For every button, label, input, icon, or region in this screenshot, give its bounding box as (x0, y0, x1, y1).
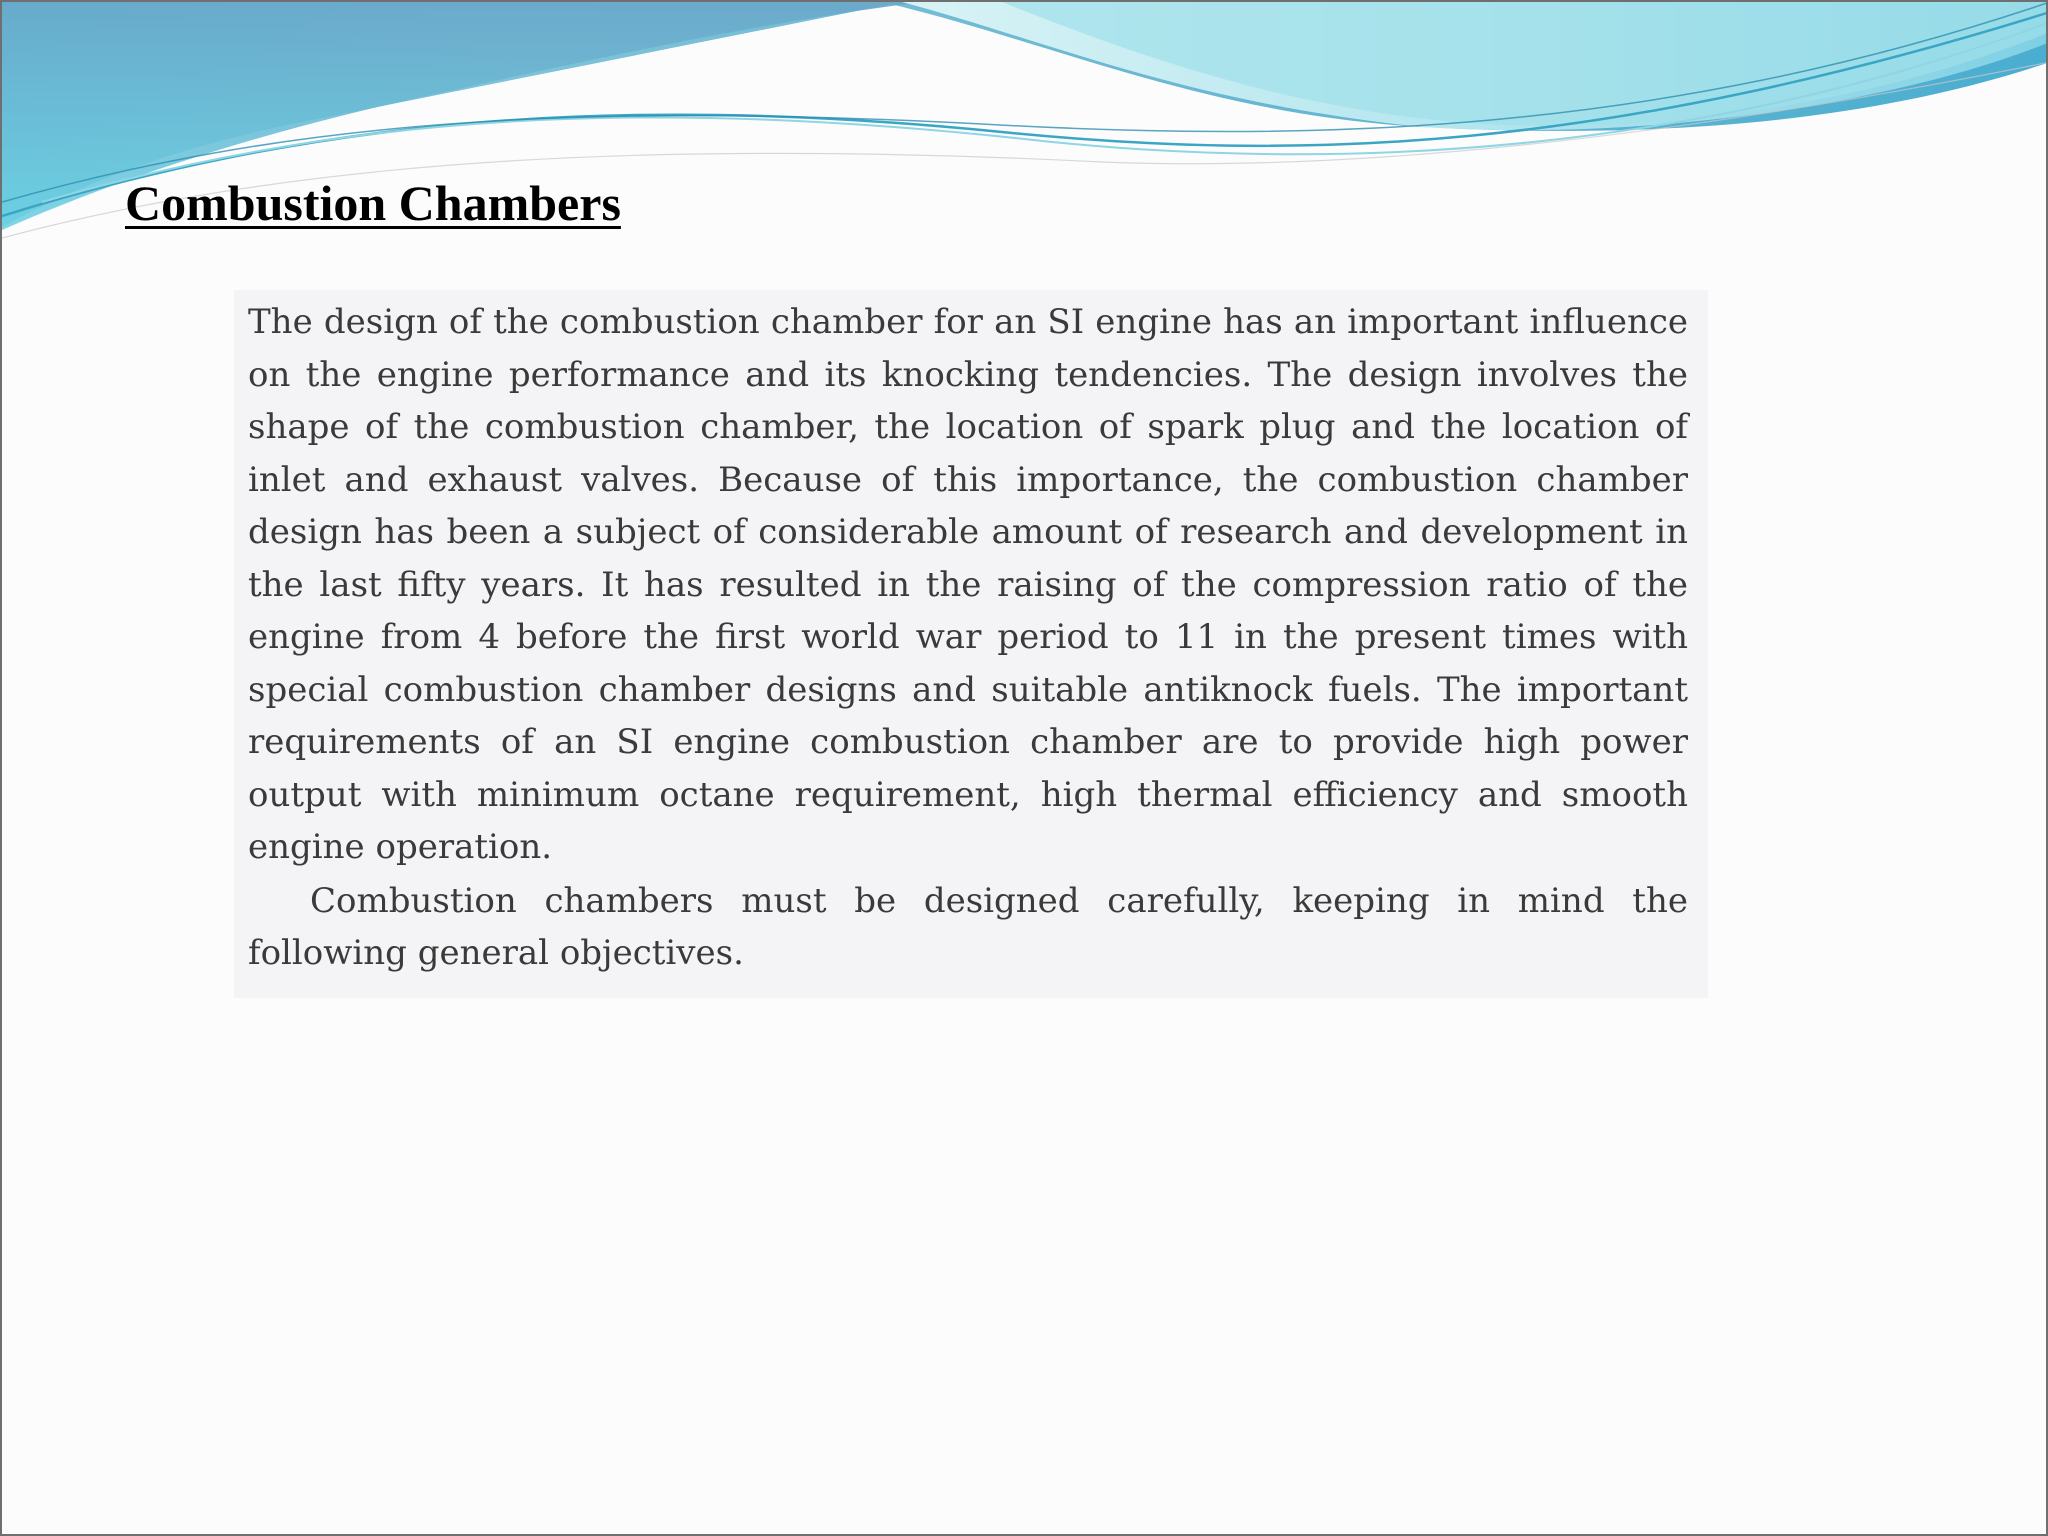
slide-title: Combustion Chambers (125, 175, 621, 231)
body-paragraph-1: The design of the combustion chamber for an SI engine has an important influence on the engine performance and its knocking tendencies. The design involves the shape of the combustion chamber, the location of spark plug and the location of inlet and exhaust valves. Because of this importance, the combustion chamber design has been a subject of considerable amount of research and development in the last fifty years. It has resulted in the raising of the compression ratio of the engine from 4 before the first world war period to 11 in the present times with special combustion chamber designs and suitable antiknock fuels. The important requirements of an SI engine combustion chamber are to provide high power output with minimum octane requirement, high thermal efficiency and smooth engine operation. (248, 302, 1688, 867)
scanned-text-excerpt (234, 290, 1708, 998)
body-paragraph-2: Combustion chambers must be designed carefully, keeping in mind the following general objectives. (248, 880, 1688, 973)
